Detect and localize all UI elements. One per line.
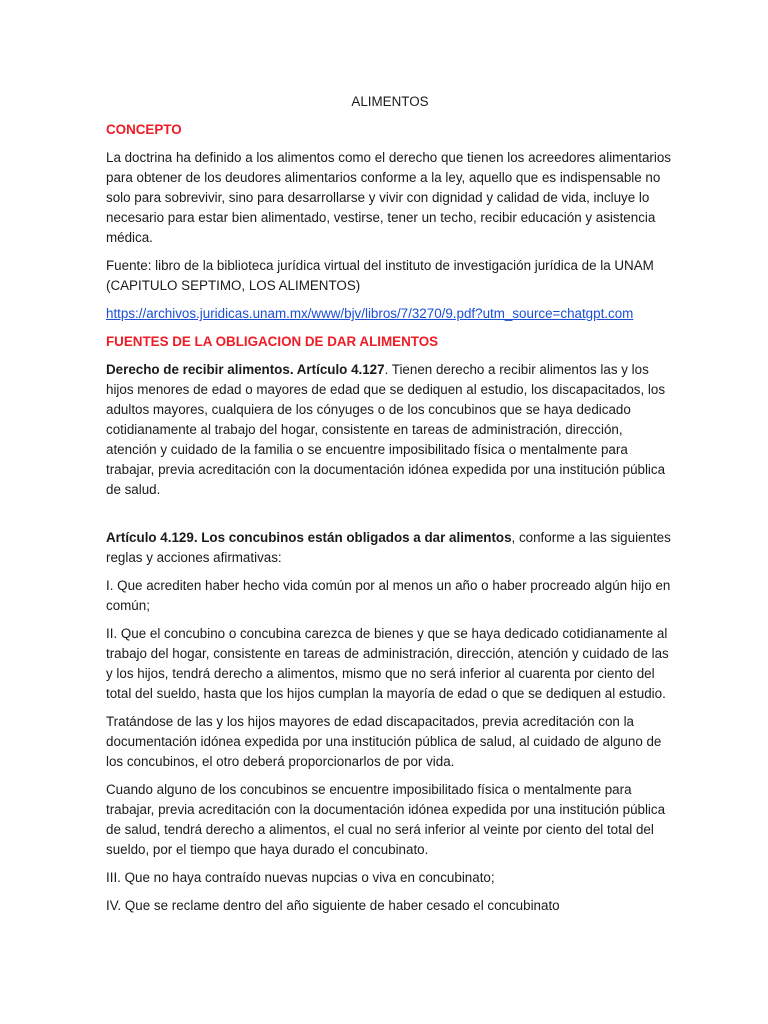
rule-item-4: IV. Que se reclame dentro del año siguiente de haber cesado el concubinato [106,898,560,913]
document-title: ALIMENTOS [351,94,429,109]
rule-item-3: III. Que no haya contraído nuevas nupcias o viva en concubinato; [106,870,495,885]
section-heading-concepto: CONCEPTO [106,122,182,137]
blank-line [106,508,674,528]
article-4127-title: Derecho de recibir alimentos. Artículo 4.127 [106,362,385,377]
article-4129-title: Artículo 4.129. Los concubinos están obligados a dar alimentos [106,530,512,545]
rule-item-2: II. Que el concubino o concubina carezca de bienes y que se haya dedicado cotidianamente al trabajo del hogar, consistente en tareas de administración, dirección, atención y cuidado de las y los hijos, tendrá derecho a alimentos, mismo que no será inferior al cuarenta por ciento del total del sueldo, hasta que los hijos cumplan la mayoría de edad o que se dediquen al estudio. [106,626,669,701]
document-page [106,92,674,924]
rule-item-1: I. Que acrediten haber hecho vida común por al menos un año o haber procreado algún hijo en común; [106,578,671,613]
article-4129-paragraph [106,528,674,568]
article-4127-paragraph [106,360,674,500]
section-heading-fuentes: FUENTES DE LA OBLIGACION DE DAR ALIMENTOS [106,334,439,349]
concept-paragraph: La doctrina ha definido a los alimentos como el derecho que tienen los acreedores alimentarios para obtener de los deudores alimentarios conforme a la ley, aquello que es indispensable no solo para sobrevivir, sino para desarrollarse y vivir con dignidad y calidad de vida, incluye lo necesario para estar bien alimentado, vestirse, tener un techo, recibir educación y asistencia médica. [106,150,671,245]
article-4127-text: . Tienen derecho a recibir alimentos las y los hijos menores de edad o mayores de edad que se dediquen al estudio, los discapacitados, los adultos mayores, cualquiera de los cónyuges o de los concubinos que se haya dedicado cotidianamente al trabajo del hogar, consistente en tareas de administración, dirección, atención y cuidado de la familia o se encuentre imposibilitado física o mentalmente para trabajar, previa acreditación con la documentación idónea expedida por una institución pública de salud. [106,362,666,497]
source-link[interactable]: https://archivos.juridicas.unam.mx/www/bjv/libros/7/3270/9.pdf?utm_source=chatgpt.com [106,306,634,321]
incapacitated-concubine-paragraph: Cuando alguno de los concubinos se encuentre imposibilitado física o mentalmente para trabajar, previa acreditación con la documentación idónea expedida por una institución pública de salud, tendrá derecho a alimentos, el cual no será inferior al veinte por ciento del total del sueldo, por el tiempo que haya durado el concubinato. [106,782,666,857]
source-paragraph: Fuente: libro de la biblioteca jurídica virtual del instituto de investigación jurídica de la UNAM (CAPITULO SEPTIMO, LOS ALIMENTOS) [106,258,654,293]
article-4129-text: , conforme a las siguientes reglas y acciones afirmativas: [106,530,671,565]
disabled-children-paragraph: Tratándose de las y los hijos mayores de edad discapacitados, previa acreditación con la documentación idónea expedida por una institución pública de salud, al cuidado de alguno de los concubinos, el otro deberá proporcionarlos de por vida. [106,714,662,769]
